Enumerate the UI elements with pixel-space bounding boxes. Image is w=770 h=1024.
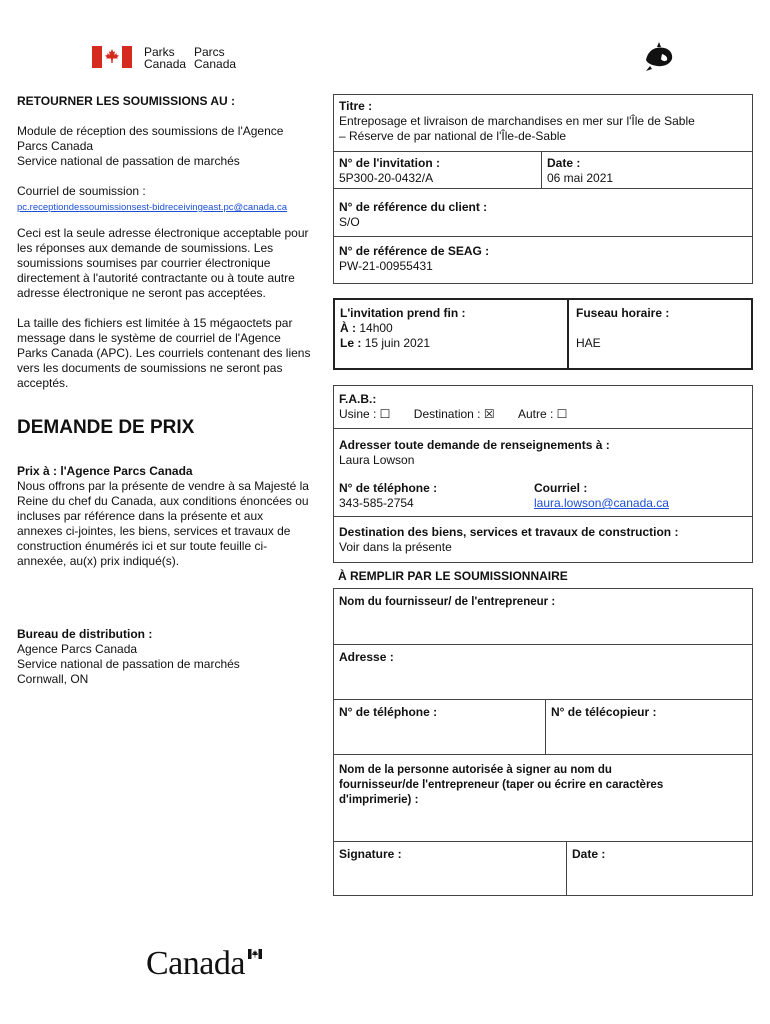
fax-label: N° de télécopieur :	[551, 705, 657, 719]
canada-flag-icon	[92, 46, 132, 68]
email-note-line: directement à l'autorité contractante ou à toute autre	[17, 271, 295, 285]
invitation-label: N° de l'invitation :	[339, 156, 440, 170]
client-ref-label: N° de référence du client :	[339, 200, 488, 214]
return-title: RETOURNER LES SOUMISSIONS AU :	[17, 94, 236, 108]
at-label: À :	[340, 321, 356, 335]
return-line: Parcs Canada	[17, 139, 94, 153]
email-note-line: soumissions soumises par courrier électronique	[17, 256, 271, 270]
prix-line: construction énumérés ici et sur toute feuille ci-	[17, 539, 268, 553]
parks-canada-logo	[92, 46, 244, 70]
at-value: 14h00	[359, 321, 393, 335]
supplier-box	[333, 588, 753, 896]
authorized-person-field[interactable]	[334, 759, 752, 841]
fab-option-autre[interactable]: Autre : ☐	[517, 407, 568, 421]
bureau-label: Bureau de distribution :	[17, 627, 153, 641]
inquiries-label: Adresser toute demande de renseignements à :	[339, 438, 610, 452]
signature-date-field[interactable]	[567, 843, 752, 895]
seag-value: PW-21-00955431	[339, 259, 433, 273]
contact-email-label: Courriel :	[534, 481, 588, 495]
date-value: 06 mai 2021	[547, 171, 614, 185]
date-label: Date :	[547, 156, 581, 170]
tz-value: HAE	[576, 336, 601, 350]
fab-option-usine[interactable]: Usine : ☐	[339, 407, 391, 421]
contact-email-link[interactable]: laura.lowson@canada.ca	[534, 496, 669, 510]
fab-option-destination[interactable]: Destination : ☒	[413, 407, 495, 421]
prix-line: Nous offrons par la présente de vendre à sa Majesté la	[17, 479, 309, 493]
size-note-line: message dans le système de courriel de l'Agence	[17, 331, 281, 345]
authorized-line: Nom de la personne autorisée à signer au nom du	[339, 764, 612, 776]
return-line: Service national de passation de marchés	[17, 154, 240, 168]
on-label: Le :	[340, 336, 362, 350]
title-label: Titre :	[339, 99, 373, 113]
invitation-value: 5P300-20-0432/A	[339, 171, 434, 185]
inquiries-name: Laura Lowson	[339, 453, 415, 467]
org-en-1: Parks	[144, 45, 175, 59]
canada-wordmark-flag-icon	[248, 948, 262, 963]
org-fr-2: Canada	[194, 57, 237, 71]
supplier-name-label: Nom du fournisseur/ de l'entrepreneur :	[339, 596, 556, 608]
fax-field[interactable]	[546, 701, 752, 754]
signature-label: Signature :	[339, 847, 402, 861]
destination-label: Destination des biens, services et travaux de construction :	[339, 525, 679, 539]
prix-line: annexée, au(x) prix indiqué(s).	[17, 554, 180, 568]
on-value: 15 juin 2021	[364, 336, 431, 350]
bureau-line: Agence Parcs Canada	[17, 642, 138, 656]
email-note-line: Ceci est la seule adresse électronique acceptable pour	[17, 226, 309, 240]
seag-label: N° de référence de SEAG :	[339, 244, 490, 258]
left-column	[17, 94, 327, 687]
fab-contact-box	[333, 385, 753, 563]
page-heading: DEMANDE DE PRIX	[17, 417, 195, 438]
size-note-line: acceptés.	[17, 376, 69, 390]
beaver-logo-icon	[642, 40, 676, 78]
contact-phone-value: 343-585-2754	[339, 496, 414, 510]
email-note-line: les réponses aux demande de soumissions. Les	[17, 241, 274, 255]
bureau-line: Service national de passation de marchés	[17, 657, 240, 671]
supplier-name-field[interactable]	[334, 591, 752, 644]
invitation-info-box	[333, 94, 753, 284]
org-fr-1: Parcs	[194, 45, 225, 59]
signature-date-label: Date :	[572, 847, 606, 861]
submission-email-link[interactable]: pc.receptiondessoumissionsest-bidreceivingeast.pc@canada.ca	[17, 202, 287, 213]
destination-value: Voir dans la présente	[339, 540, 452, 554]
canada-wordmark: Canada	[146, 945, 245, 982]
bureau-line: Cornwall, ON	[17, 672, 89, 686]
authorized-line: d'imprimerie) :	[339, 794, 419, 806]
supplier-phone-label: N° de téléphone :	[339, 705, 438, 719]
authorized-line: fournisseur/de l'entrepreneur (taper ou écrire en caractères	[339, 779, 664, 791]
prix-label: Prix à : l'Agence Parcs Canada	[17, 464, 193, 478]
closing-box	[333, 298, 753, 370]
prix-line: annexes ci-jointes, les biens, services et travaux de	[17, 524, 291, 538]
supplier-heading: À REMPLIR PAR LE SOUMISSIONNAIRE	[338, 569, 568, 583]
title-line: Entreposage et livraison de marchandises en mer sur l'Île de Sable	[339, 114, 695, 128]
supplier-phone-field[interactable]	[334, 701, 545, 754]
email-label: Courriel de soumission :	[17, 184, 146, 198]
size-note-line: La taille des fichiers est limitée à 15 mégaoctets par	[17, 316, 293, 330]
org-en-2: Canada	[144, 57, 187, 71]
closing-label: L'invitation prend fin :	[340, 306, 466, 320]
email-note-line: adresse électronique ne seront pas acceptées.	[17, 286, 266, 300]
tz-label: Fuseau horaire :	[576, 306, 670, 320]
size-note-line: Parks Canada (APC). Les courriels contenant des liens	[17, 346, 311, 360]
prix-line: Reine du chef du Canada, aux conditions énoncées ou	[17, 494, 309, 508]
address-field[interactable]	[334, 646, 752, 699]
client-ref-value: S/O	[339, 215, 360, 229]
fab-label: F.A.B.:	[339, 392, 377, 406]
return-line: Module de réception des soumissions de l'Agence	[17, 124, 284, 138]
prix-line: incluses par référence dans la présente et aux	[17, 509, 264, 523]
title-line: – Réserve de par national de l'Île-de-Sable	[339, 129, 567, 143]
address-label: Adresse :	[339, 650, 394, 664]
contact-phone-label: N° de téléphone :	[339, 481, 438, 495]
size-note-line: vers les documents de soumissions ne seront pas	[17, 361, 283, 375]
signature-field[interactable]	[334, 843, 566, 895]
